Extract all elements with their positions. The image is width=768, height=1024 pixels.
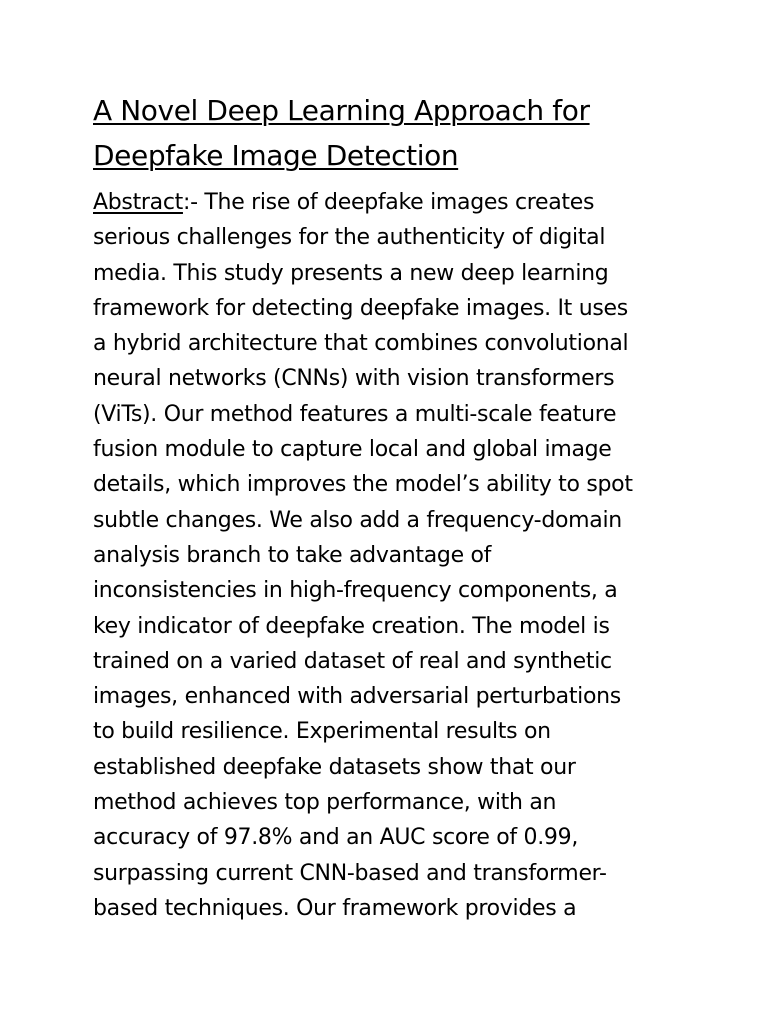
abstract-paragraph: [93, 185, 683, 926]
abstract-separator: :-: [182, 190, 205, 215]
abstract-line-14: trained on a varied dataset of real and synthetic: [93, 648, 612, 674]
abstract-line-text: The rise of deepfake images creates: [204, 190, 595, 215]
abstract-line-15: images, enhanced with adversarial perturbations: [93, 684, 621, 710]
abstract-line-19: accuracy of 97.8% and an AUC score of 0.99,: [93, 825, 579, 851]
abstract-line-4: framework for detecting deepfake images. It uses: [93, 295, 628, 321]
abstract-line-2: serious challenges for the authenticity of digital: [93, 225, 606, 251]
abstract-line-8: fusion module to capture local and global image: [93, 437, 612, 463]
abstract-line-7: (ViTs). Our method features a multi-scale feature: [93, 401, 617, 427]
abstract-line-21: based techniques. Our framework provides a: [93, 895, 577, 921]
abstract-line-18: method achieves top performance, with an: [93, 790, 557, 816]
abstract-line-20: surpassing current CNN-based and transformer-: [93, 860, 607, 886]
abstract-line-12: inconsistencies in high-frequency components, a: [93, 578, 618, 604]
abstract-line-1: [93, 185, 683, 220]
title-line-1: A Novel Deep Learning Approach for: [93, 94, 590, 127]
paper-title: [93, 88, 693, 178]
abstract-line-10: subtle changes. We also add a frequency-domain: [93, 507, 622, 533]
abstract-line-3: media. This study presents a new deep learning: [93, 260, 609, 286]
abstract-label: Abstract: [93, 190, 183, 215]
abstract-line-16: to build resilience. Experimental results on: [93, 719, 551, 745]
abstract-line-11: analysis branch to take advantage of: [93, 542, 492, 568]
abstract-line-9: details, which improves the model’s ability to spot: [93, 472, 633, 498]
abstract-line-17: established deepfake datasets show that our: [93, 754, 576, 780]
abstract-line-13: key indicator of deepfake creation. The model is: [93, 613, 610, 639]
title-line-2: Deepfake Image Detection: [93, 139, 459, 172]
abstract-line-6: neural networks (CNNs) with vision transformers: [93, 366, 615, 392]
abstract-line-5: a hybrid architecture that combines convolutional: [93, 331, 629, 357]
